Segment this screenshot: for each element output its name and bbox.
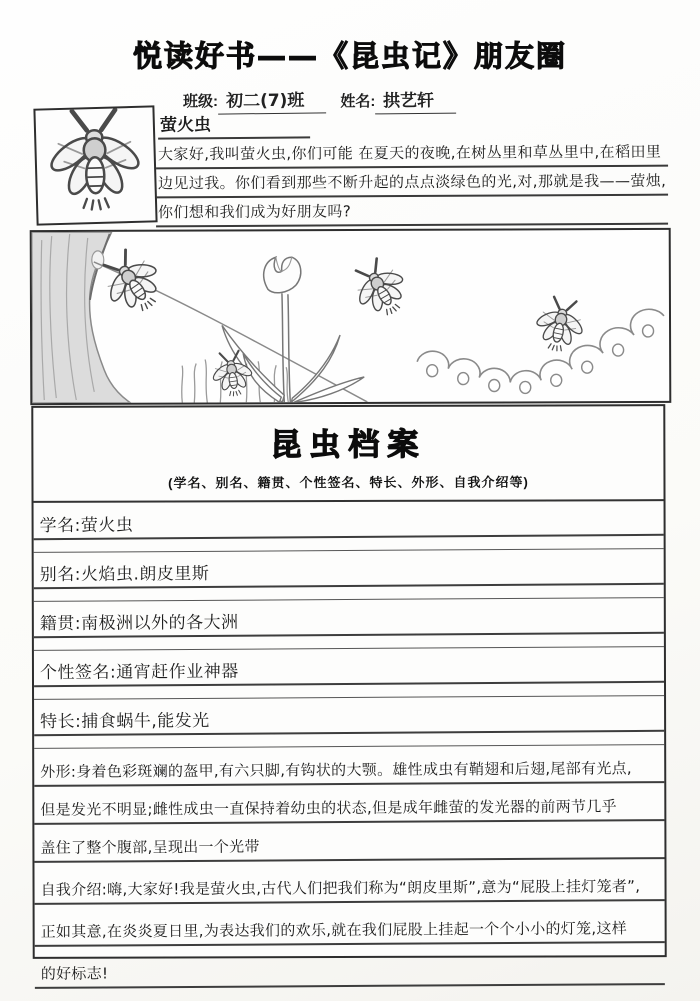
field-scientific-name: 学名:萤火虫 — [33, 500, 663, 540]
self-intro-line: 正如其意,在炎炎夏日里,为表达我们的欢乐,就在我们屁股上挂起一个个小小的灯笼,这样 — [35, 901, 665, 947]
field-alias: 别名:火焰虫.朗皮里斯 — [34, 549, 664, 589]
field-row — [34, 501, 664, 552]
class-value: 初二(7)班 — [218, 85, 327, 114]
archive-subtitle: (学名、别名、籍贯、个性签名、特长、外形、自我介绍等) — [168, 474, 529, 491]
intro-line: 边见过我。你们看到那些不断升起的点点淡绿色的光,对,那就是我——萤烛, — [156, 167, 668, 199]
firefly-sketch-icon — [35, 107, 155, 223]
appearance-line: 但是发光不明显;雌性成虫一直保持着幼虫的状态,但是成年雌萤的发光器的前两节几乎 — [34, 783, 664, 825]
intro-paragraph — [156, 139, 668, 226]
page-title: 悦读好书——《昆虫记》朋友圈 — [132, 39, 567, 73]
field-row — [34, 697, 664, 748]
firefly-photo-box — [33, 105, 157, 225]
species-label: 萤火虫 — [158, 109, 310, 139]
tree-trunk-icon — [32, 232, 131, 403]
name-value: 拱艺轩 — [375, 86, 456, 115]
field-row — [34, 599, 664, 650]
appearance-line: 外形:身着色彩斑斓的盔甲,有六只脚,有钩状的大颚。雄性成虫有鞘翅和后翅,尾部有光点, — [34, 745, 664, 787]
field-row — [34, 550, 664, 601]
appearance-line: 盖住了整个腹部,呈现出一个光带 — [34, 821, 664, 863]
firefly-icon — [343, 251, 417, 326]
archive-title: 昆虫档案 — [270, 426, 427, 464]
insect-archive-box — [31, 404, 666, 983]
self-intro-line: 自我介绍:嗨,大家好!我是萤火虫,古代人们把我们称为“朗皮里斯”,意为“屁股上挂灯笼者”, — [34, 859, 664, 905]
field-origin: 籍贯:南极洲以外的各大洲 — [34, 598, 664, 638]
field-specialty: 特长:捕食蜗牛,能发光 — [34, 696, 664, 736]
intro-line: 你们想和我们成为好朋友吗? — [156, 196, 668, 228]
intro-line: 大家好,我叫萤火虫,你们可能 在夏天的夜晚,在树丛里和草丛里中,在稻田里 — [156, 138, 668, 170]
self-intro-line: 的好标志! — [35, 943, 665, 989]
firefly-icon — [208, 349, 257, 399]
appearance-paragraph — [34, 746, 664, 862]
firefly-scene-box — [30, 228, 672, 405]
self-intro-paragraph — [34, 860, 664, 988]
field-row — [34, 648, 664, 699]
firefly-scene-drawing — [32, 230, 670, 403]
field-signature: 个性签名:通宵赶作业神器 — [34, 647, 664, 687]
name-label: 姓名: — [340, 93, 376, 110]
archive-fields — [34, 501, 665, 748]
class-label: 班级: — [183, 93, 218, 110]
